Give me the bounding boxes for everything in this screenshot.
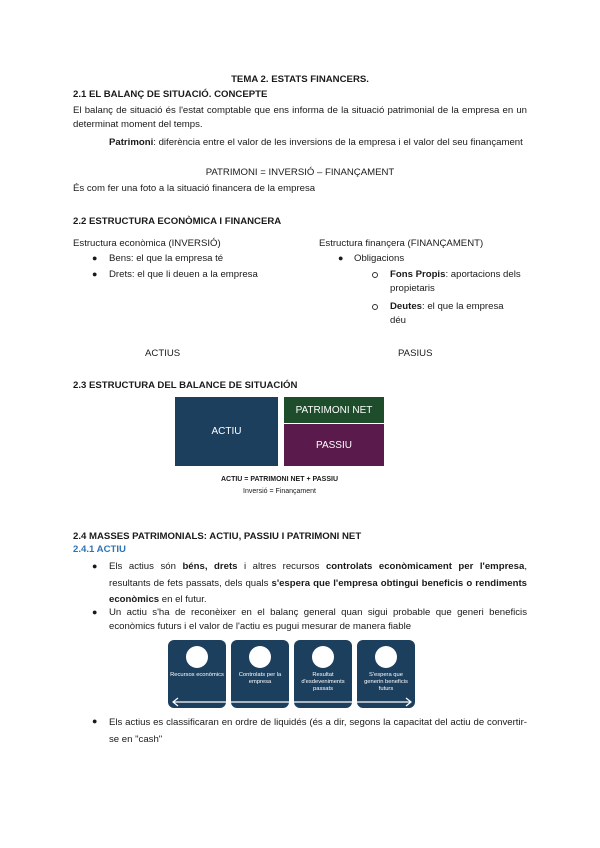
section-2-4-heading: 2.4 MASSES PATRIMONIALS: ACTIU, PASSIU I PATRIMONI NET xyxy=(73,531,362,542)
fons-text: : aportacions dels propietaris xyxy=(390,269,521,294)
patrimoni-net-block: PATRIMONI NET xyxy=(284,397,384,423)
deutes-text: : el que la empresa déu xyxy=(390,301,504,326)
section-2-4-1-heading: 2.4.1 ACTIU xyxy=(73,544,126,555)
balance-definition: El balanç de situació és l'estat comptable que ens informa de la situació patrimonial de la empresa en un determinat moment del temps. xyxy=(73,105,527,130)
list-item-fons-propis xyxy=(390,268,525,296)
economic-structure-title: Estructura econòmica (INVERSIÓ) xyxy=(73,238,221,249)
bullet-icon: ● xyxy=(92,269,98,279)
deutes-term: Deutes xyxy=(390,301,422,312)
text-run: , resultants de fets passats, dels quals xyxy=(109,561,527,589)
pasius-label: PASIUS xyxy=(398,348,433,359)
patrimoni-text: : diferència entre el valor de les inversions de la empresa i el valor del seu finançament xyxy=(153,137,523,148)
timeline-arrow-icon xyxy=(168,697,416,707)
tile-label: S'espera que generin beneficis futurs xyxy=(364,672,408,692)
tile-label: Controlats per la empresa xyxy=(238,672,282,685)
circle-bullet-icon xyxy=(372,272,378,278)
coins-icon xyxy=(186,646,208,668)
text-run: Els actius són xyxy=(109,561,183,572)
actius-label: ACTIUS xyxy=(145,348,181,359)
liquidity-classification: Els actius es classificaran en ordre de liquidés (és a dir, segons la capacitat del actiu de convertir-se en "cash" xyxy=(109,717,527,745)
financial-structure-title: Estructura finançera (FINANÇAMENT) xyxy=(319,238,484,249)
fons-term: Fons Propis xyxy=(390,269,446,280)
list-item-obligacions: Obligacions xyxy=(354,253,405,264)
bullet-icon: ● xyxy=(338,253,344,263)
bold-run: controlats econòmicament per l'empresa xyxy=(325,561,525,572)
chair-icon xyxy=(249,646,271,668)
text-run: i altres recursos xyxy=(237,561,326,572)
text-run: en el futur. xyxy=(159,594,207,605)
circle-bullet-icon xyxy=(372,304,378,310)
page-title: TEMA 2. ESTATS FINANCERS. xyxy=(231,74,369,85)
actiu-block: ACTIU xyxy=(175,397,278,466)
tile-label: Recursos econòmics xyxy=(170,672,224,678)
section-2-2-heading: 2.2 ESTRUCTURA ECONÒMICA I FINANCERA xyxy=(73,216,282,227)
bullet-icon: ● xyxy=(92,253,98,263)
section-2-3-heading: 2.3 ESTRUCTURA DEL BALANCE DE SITUACIÓN xyxy=(73,380,298,391)
list-item-deutes xyxy=(390,300,515,328)
bullet-icon: ● xyxy=(92,716,98,726)
actiu-recognition: Un actiu s'ha de reconèixer en el balanç general quan sigui probable que generi beneficis econòmics futurs i el valor de l'actiu es pugui mesurar de manera fiable xyxy=(109,607,527,632)
patrimoni-formula: PATRIMONI = INVERSIÓ – FINANÇAMENT xyxy=(205,167,395,178)
bold-run: béns, drets xyxy=(182,561,238,572)
patrimoni-term: Patrimoni xyxy=(109,137,154,148)
photo-analogy: És com fer una foto a la situació financera de la empresa xyxy=(73,183,316,194)
bold-run: s'espera que l'empresa obtingui beneficis o rendiments econòmics xyxy=(109,577,527,605)
inversion-equation: Inversió = Finançament xyxy=(243,488,316,495)
tile-label: Resultat d'esdeveniments passats xyxy=(301,672,345,692)
patrimoni-definition xyxy=(109,136,527,150)
list-item-drets: Drets: el que li deuen a la empresa xyxy=(109,269,258,280)
clock-icon xyxy=(375,646,397,668)
bullet-icon: ● xyxy=(92,607,98,617)
list-item-bens: Bens: el que la empresa té xyxy=(109,253,224,264)
rewind-icon xyxy=(312,646,334,668)
bullet-icon: ● xyxy=(92,561,98,571)
actius-definition xyxy=(109,559,527,609)
section-2-1-heading: 2.1 EL BALANÇ DE SITUACIÓ. CONCEPTE xyxy=(73,89,268,100)
passiu-block: PASSIU xyxy=(284,424,384,466)
balance-equation: ACTIU = PATRIMONI NET + PASSIU xyxy=(220,476,339,483)
